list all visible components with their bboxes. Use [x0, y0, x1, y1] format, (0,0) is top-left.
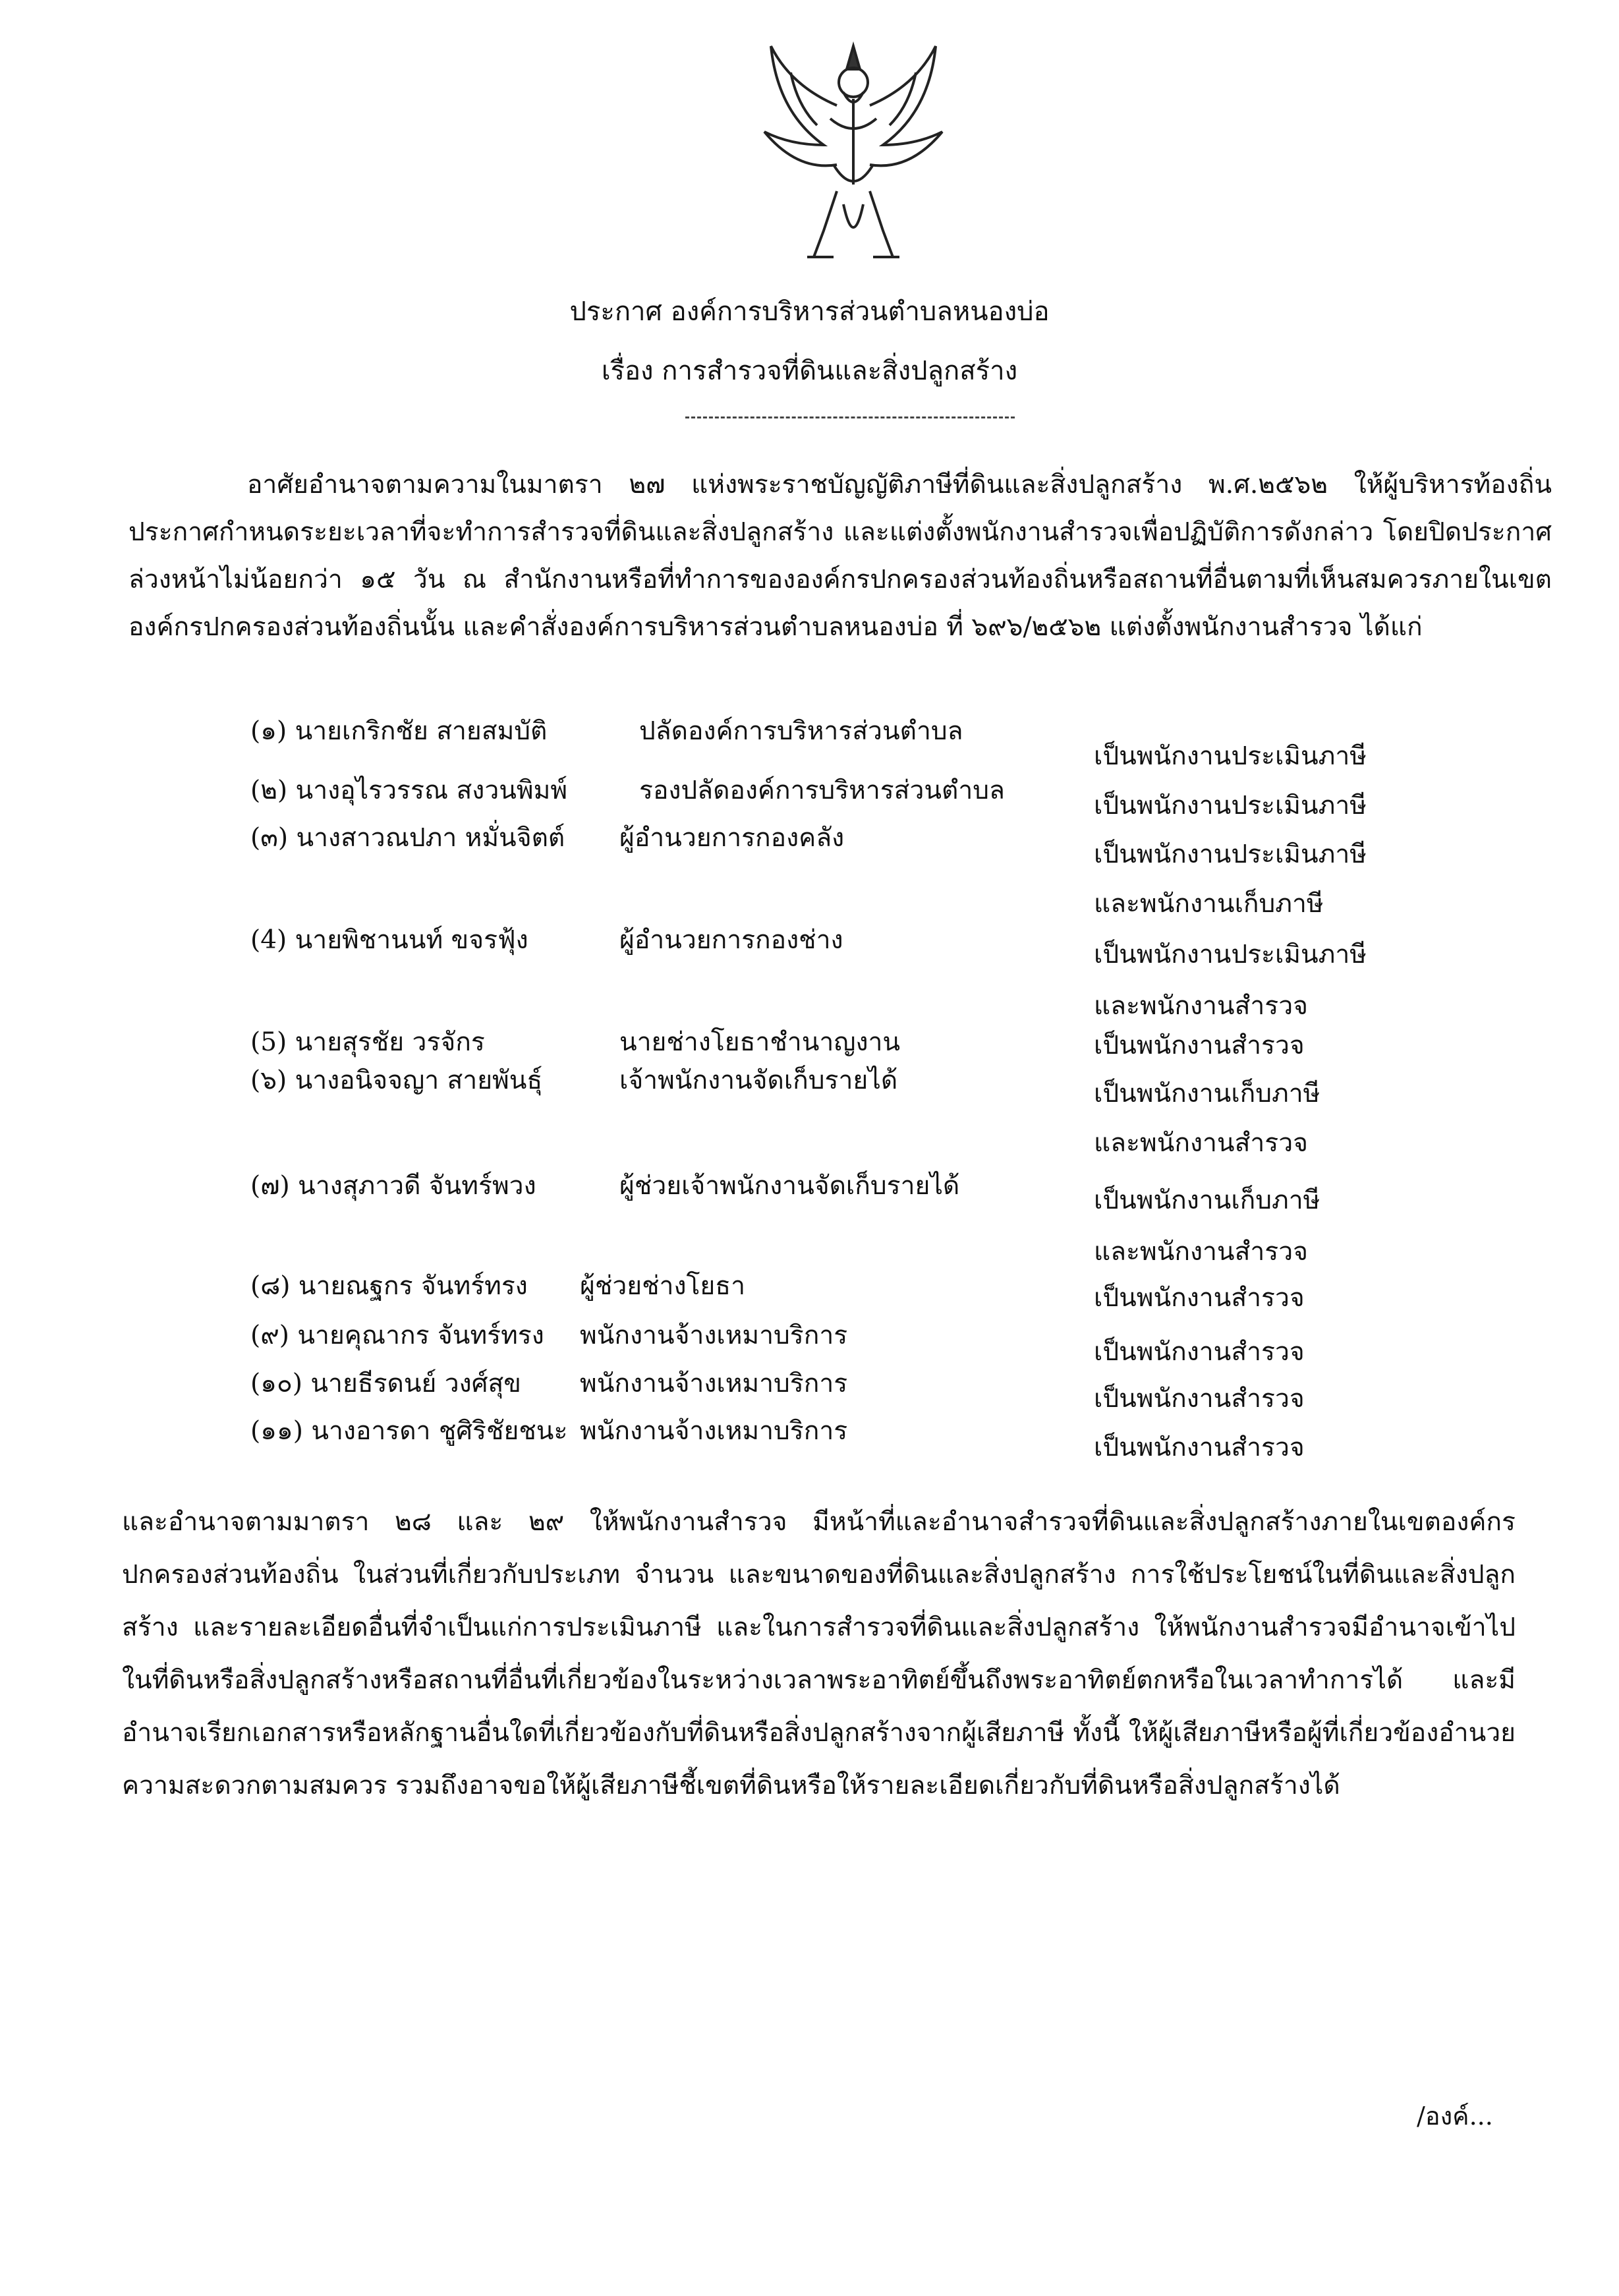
official-name: (๓) นางสาวณปภา หมั่นจิตต์: [250, 823, 565, 853]
official-name: (4) นายพิชานนท์ ขจรฟุ้ง: [250, 925, 528, 955]
official-name: (๑๐) นายธีรดนย์ วงศ์สุข: [250, 1369, 521, 1398]
official-row: [0, 710, 1619, 771]
official-name: (๑) นายเกริกชัย สายสมบัติ: [250, 716, 548, 746]
official-role: เป็นพนักงานสำรวจ: [1094, 1433, 1305, 1462]
official-role: เป็นพนักงานประเมินภาษี: [1094, 791, 1367, 820]
official-position: ผู้อำนวยการกองช่าง: [619, 925, 843, 955]
official-role: เป็นพนักงานสำรวจ: [1094, 1031, 1305, 1060]
closing-paragraph: และอำนาจตามมาตรา ๒๘ และ ๒๙ ให้พนักงานสำรวจ มีหน้าที่และอำนาจสำรวจที่ดินและสิ่งปลูกสร้างภายในเขตองค์กรปกครองส่วนท้องถิ่น ในส่วนที่เกี่ยวกับประเภท จำนวน และขนาดของที่ดินและสิ่งปลูกสร้าง การใช้ประโยชน์ในที่ดินและสิ่งปลูกสร้าง และรายละเอียดอื่นที่จำเป็นแก่การประเมินภาษี และในการสำรวจที่ดินและสิ่งปลูกสร้าง ให้พนักงานสำรวจมีอำนาจเข้าไปในที่ดินหรือสิ่งปลูกสร้างหรือสถานที่อื่นที่เกี่ยวข้องในระหว่างเวลาพระอาทิตย์ขึ้นถึงพระอาทิตย์ตกหรือในเวลาทำการได้ และมีอำนาจเรียกเอกสารหรือหลักฐานอื่นใดที่เกี่ยวข้องกับที่ดินหรือสิ่งปลูกสร้างจากผู้เสียภาษี ทั้งนี้ ให้ผู้เสียภาษีหรือผู้ที่เกี่ยวข้องอำนวยความสะดวกตามสมควร รวมถึงอาจขอให้ผู้เสียภาษีชี้เขตที่ดินหรือให้รายละเอียดเกี่ยวกับที่ดินหรือสิ่งปลูกสร้างได้: [122, 1507, 1516, 1800]
official-name: (๖) นางอนิจจญา สายพันธุ์: [250, 1066, 543, 1095]
official-row: [0, 817, 1619, 919]
official-row: [0, 1060, 1619, 1158]
official-row: [0, 1410, 1619, 1462]
official-row: [0, 1165, 1619, 1267]
document-subject: เรื่อง การสำรวจที่ดินและสิ่งปลูกสร้าง: [601, 356, 1018, 386]
official-name: (๒) นางอุไรวรรณ สงวนพิมพ์: [250, 776, 568, 805]
official-role-extra: และพนักงานสำรวจ: [1094, 1237, 1308, 1267]
official-role: เป็นพนักงานสำรวจ: [1094, 1384, 1305, 1414]
official-position: พนักงานจ้างเหมาบริการ: [580, 1416, 848, 1446]
official-role: เป็นพนักงานเก็บภาษี: [1094, 1079, 1321, 1108]
garuda-emblem-icon: [751, 33, 955, 270]
official-position: พนักงานจ้างเหมาบริการ: [580, 1321, 848, 1350]
official-role: เป็นพนักงานประเมินภาษี: [1094, 741, 1367, 771]
official-role: เป็นพนักงานสำรวจ: [1094, 1337, 1305, 1367]
title-divider: [685, 416, 1015, 418]
official-name: (๙) นายคุณากร จันทร์ทรง: [250, 1321, 544, 1350]
official-role: เป็นพนักงานสำรวจ: [1094, 1283, 1305, 1313]
official-position: รองปลัดองค์การบริหารส่วนตำบล: [639, 776, 1005, 805]
official-position: ปลัดองค์การบริหารส่วนตำบล: [639, 716, 963, 746]
official-name: (๑๑) นางอารดา ชูศิริชัยชนะ: [250, 1416, 568, 1446]
official-role: เป็นพนักงานเก็บภาษี: [1094, 1186, 1321, 1215]
page-continuation: /องค์...: [1417, 2102, 1493, 2131]
document-title: ประกาศ องค์การบริหารส่วนตำบลหนองบ่อ: [569, 297, 1050, 327]
official-row: [0, 1363, 1619, 1414]
official-position: พนักงานจ้างเหมาบริการ: [580, 1369, 848, 1398]
official-role: เป็นพนักงานประเมินภาษี: [1094, 940, 1367, 969]
official-row: [0, 1265, 1619, 1313]
official-name: (๗) นางสุภาวดี จันทร์พวง: [250, 1171, 536, 1201]
official-role-extra: และพนักงานเก็บภาษี: [1094, 889, 1324, 919]
official-row: [0, 770, 1619, 820]
intro-paragraph: อาศัยอำนาจตามความในมาตรา ๒๗ แห่งพระราชบัญญัติภาษีที่ดินและสิ่งปลูกสร้าง พ.ศ.๒๕๖๒ ให้ผู้บริหารท้องถิ่นประกาศกำหนดระยะเวลาที่จะทำการสำรวจที่ดินและสิ่งปลูกสร้าง และแต่งตั้งพนักงานสำรวจเพื่อปฏิบัติการดังกล่าว โดยปิดประกาศล่วงหน้าไม่น้อยกว่า ๑๕ วัน ณ สำนักงานหรือที่ทำการขององค์กรปกครองส่วนท้องถิ่นหรือสถานที่อื่นตามที่เห็นสมควรภายในเขตองค์กรปกครองส่วนท้องถิ่นนั้น และคำสั่งองค์การบริหารส่วนตำบลหนองบ่อ ที่ ๖๙๖/๒๕๖๒ แต่งตั้งพนักงานสำรวจ ได้แก่: [128, 470, 1552, 642]
official-role-extra: และพนักงานสำรวจ: [1094, 1128, 1308, 1158]
official-name: (๘) นายณฐกร จันทร์ทรง: [250, 1271, 528, 1301]
official-position: ผู้ช่วยช่างโยธา: [580, 1271, 745, 1301]
official-position: เจ้าพนักงานจัดเก็บรายได้: [619, 1066, 898, 1095]
official-row: [0, 1315, 1619, 1367]
official-position: นายช่างโยธาชำนาญงาน: [619, 1027, 901, 1057]
official-position: ผู้ช่วยเจ้าพนักงานจัดเก็บรายได้: [619, 1171, 960, 1201]
official-role: เป็นพนักงานประเมินภาษี: [1094, 840, 1367, 869]
official-position: ผู้อำนวยการกองคลัง: [619, 823, 845, 853]
official-name: (5) นายสุรชัย วรจักร: [250, 1027, 485, 1057]
official-row: [0, 919, 1619, 1021]
official-role-extra: และพนักงานสำรวจ: [1094, 991, 1308, 1021]
